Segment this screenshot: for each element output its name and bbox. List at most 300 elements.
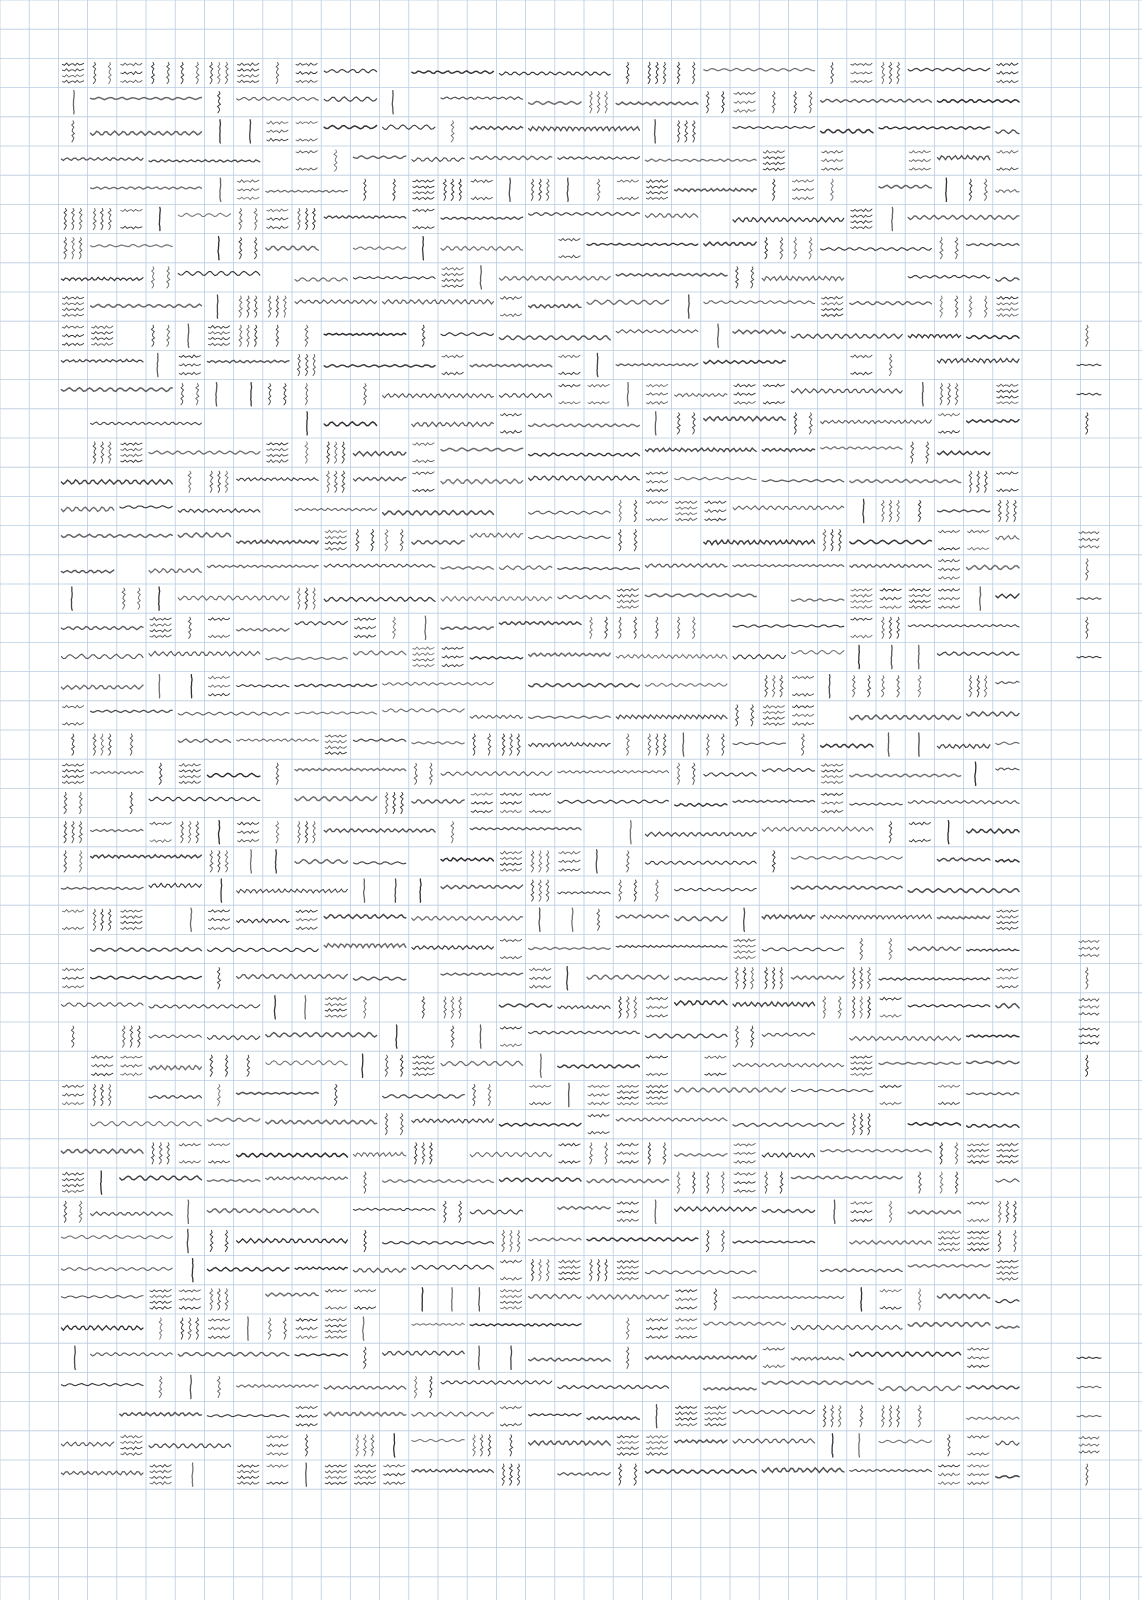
vertical-squiggle-mark [334,442,337,463]
wavy-stack-mark [296,1336,317,1339]
wavy-stack-mark [851,1067,872,1070]
wavy-stack-mark [851,80,872,82]
wavy-stack-mark [588,1094,609,1097]
horizontal-line-mark [675,888,757,891]
wavy-stack-mark [500,297,521,300]
wavy-stack-mark [208,927,229,930]
wavy-stack-mark [646,393,667,396]
wavy-stack-mark [559,1266,580,1269]
vertical-stroke-mark [307,412,308,435]
wavy-stack-mark [296,80,317,83]
wavy-stack-mark [62,764,83,766]
wavy-stack-mark [325,547,346,550]
vertical-squiggle-mark [297,354,300,375]
vertical-squiggle-mark [517,734,520,755]
horizontal-line-mark [996,278,1019,282]
vertical-squiggle-mark [364,1172,367,1193]
vertical-squiggle-mark [685,121,688,142]
vertical-squiggle-mark [152,1143,155,1164]
vertical-squiggle-mark [539,179,542,200]
wavy-stack-mark [530,1102,551,1105]
wavy-stack-mark [938,1465,959,1467]
wavy-stack-mark [909,159,930,161]
wavy-stack-mark [179,355,200,358]
vertical-squiggle-mark [955,238,958,259]
vertical-squiggle-mark [1013,1201,1016,1222]
wavy-stack-mark [325,735,346,737]
wavy-stack-mark [325,1336,346,1338]
wavy-stack-mark [968,1465,989,1468]
wavy-stack-mark [267,138,288,141]
vertical-squiggle-mark [473,1084,476,1105]
vertical-squiggle-mark [546,179,549,200]
horizontal-line-mark [324,333,406,335]
vertical-squiggle-mark [64,851,67,872]
wavy-stack-mark [179,1298,200,1301]
wavy-stack-mark [121,448,142,451]
wavy-stack-mark [62,781,83,784]
vertical-stroke-mark [744,908,745,931]
vertical-squiggle-mark [619,997,622,1018]
wavy-stack-mark [880,1085,901,1088]
wavy-stack-mark [646,1441,667,1444]
vertical-squiggle-mark [473,1435,476,1456]
vertical-stroke-mark [948,821,949,844]
wavy-stack-mark [471,793,492,796]
vertical-squiggle-mark [634,880,637,901]
wavy-stack-mark [968,1150,989,1152]
wavy-stack-mark [822,159,843,162]
vertical-squiggle-mark [239,296,242,317]
vertical-squiggle-mark [626,851,629,872]
wavy-stack-mark [997,910,1018,912]
vertical-squiggle-mark [677,62,680,83]
vertical-squiggle-mark [918,500,921,521]
margin-wavy-stack-mark [1079,1042,1099,1045]
vertical-stroke-mark [425,616,426,639]
wavy-stack-mark [646,401,667,404]
wavy-stack-mark [646,180,667,183]
vertical-squiggle-mark [443,179,446,200]
vertical-squiggle-mark [736,1026,739,1047]
wavy-stack-mark [500,431,521,434]
wavy-stack-mark [676,501,697,503]
wavy-stack-mark [792,714,813,717]
vertical-squiggle-mark [400,1114,403,1135]
vertical-squiggle-mark [414,1376,417,1397]
margin-wavy-stack-mark [1079,947,1099,950]
wavy-stack-mark [413,664,434,667]
wavy-stack-mark [413,226,434,229]
vertical-squiggle-mark [743,968,746,989]
vertical-squiggle-mark [605,92,608,113]
wavy-stack-mark [208,1319,229,1321]
wavy-stack-mark [588,1085,609,1088]
vertical-squiggle-mark [634,500,637,521]
wavy-stack-mark [676,513,697,516]
wavy-stack-mark [179,364,200,366]
wavy-stack-mark [646,1056,667,1059]
wavy-stack-mark [851,355,872,358]
horizontal-line-mark [412,71,494,74]
wavy-stack-mark [676,1327,697,1330]
vertical-squiggle-mark [108,62,111,83]
horizontal-line-mark [675,1207,757,1212]
horizontal-line-mark [353,1208,435,1210]
wavy-stack-mark [997,472,1018,475]
vertical-squiggle-mark [108,734,111,755]
wavy-stack-mark [530,985,551,988]
wavy-stack-mark [179,770,200,773]
wavy-stack-mark [208,343,229,346]
vertical-squiggle-mark [225,62,228,83]
wavy-stack-mark [792,180,813,182]
wavy-stack-mark [851,63,872,65]
vertical-squiggle-mark [881,62,884,83]
vertical-squiggle-mark [385,530,388,551]
wavy-stack-mark [179,1290,200,1292]
wavy-stack-mark [968,1144,989,1146]
wavy-stack-mark [851,618,872,620]
vertical-stroke-mark [480,266,481,289]
wavy-stack-mark [588,1131,609,1134]
vertical-squiggle-mark [626,1347,628,1368]
wavy-stack-mark [325,998,346,1001]
horizontal-line-mark [908,1005,990,1008]
wavy-stack-mark [734,393,755,396]
vertical-squiggle-mark [831,1406,834,1427]
vertical-stroke-mark [420,879,421,902]
wavy-stack-mark [413,209,434,212]
horizontal-line-mark [558,157,640,160]
vertical-squiggle-mark [400,792,403,813]
wavy-stack-mark [150,1295,171,1298]
horizontal-line-mark [412,1265,494,1269]
vertical-squiggle-mark [918,676,921,697]
wavy-stack-mark [997,1155,1018,1158]
vertical-squiggle-mark [79,851,82,872]
wavy-stack-mark [296,121,317,123]
wavy-stack-mark [354,1476,375,1479]
wavy-stack-mark [763,723,784,726]
vertical-squiggle-mark [882,676,885,697]
wavy-stack-mark [238,1470,259,1473]
horizontal-line-mark [558,568,640,570]
vertical-squiggle-mark [940,1172,943,1193]
vertical-stroke-mark [509,178,510,201]
wavy-stack-mark [997,1278,1018,1281]
vertical-squiggle-mark [225,471,228,492]
vertical-squiggle-mark [998,1201,1001,1222]
horizontal-line-mark [587,300,669,304]
wavy-stack-mark [968,1237,989,1239]
wavy-stack-mark [880,997,901,1000]
vertical-squiggle-mark [451,997,454,1018]
wavy-stack-mark [354,1306,375,1309]
vertical-squiggle-mark [393,179,396,200]
wavy-stack-mark [646,197,667,199]
wavy-stack-mark [92,326,113,329]
vertical-squiggle-mark [897,500,900,521]
vertical-squiggle-mark [451,121,454,142]
horizontal-line-mark [441,448,523,451]
vertical-squiggle-mark [619,880,622,901]
wavy-stack-mark [822,793,843,795]
wavy-stack-mark [617,1202,638,1205]
vertical-squiggle-mark [430,1376,433,1397]
vertical-squiggle-mark [852,676,855,697]
horizontal-line-mark [499,621,581,625]
vertical-squiggle-mark [589,1260,592,1281]
vertical-squiggle-mark [254,238,257,259]
horizontal-line-mark [237,540,319,544]
vertical-squiggle-mark [823,1406,826,1427]
wavy-stack-mark [851,600,872,602]
wavy-stack-mark [208,1144,229,1146]
horizontal-line-mark [733,800,815,803]
vertical-squiggle-mark [735,968,738,989]
wavy-stack-mark [880,1102,901,1105]
wavy-stack-mark [617,1097,638,1100]
vertical-stroke-mark [250,120,251,143]
wavy-stack-mark [997,168,1018,171]
horizontal-line-mark [61,157,143,160]
vertical-squiggle-mark [867,968,870,989]
wavy-stack-mark [208,635,229,638]
wavy-stack-mark [588,402,609,404]
wavy-stack-mark [617,1085,638,1087]
vertical-squiggle-mark [130,1026,133,1047]
wavy-stack-mark [617,600,638,603]
wavy-stack-mark [705,501,726,504]
wavy-stack-mark [880,1306,901,1309]
wavy-stack-mark [150,1290,171,1292]
vertical-squiggle-mark [196,384,199,405]
vertical-squiggle-mark [860,938,863,959]
wavy-stack-mark [296,139,317,142]
horizontal-line-mark [91,245,173,248]
horizontal-line-mark [645,564,727,568]
wavy-stack-mark [646,519,667,522]
wavy-stack-mark [705,1073,726,1076]
vertical-squiggle-mark [188,1318,191,1339]
vertical-squiggle-mark [239,208,242,229]
vertical-squiggle-mark [364,1435,367,1456]
horizontal-line-mark [529,716,611,718]
wavy-stack-mark [413,1067,434,1070]
horizontal-line-mark [996,1476,1019,1478]
horizontal-line-mark [850,540,932,544]
horizontal-line-mark [645,1034,727,1038]
horizontal-line-mark [178,271,260,275]
horizontal-line-mark [412,946,494,950]
wavy-stack-mark [851,1219,872,1222]
vertical-stroke-mark [479,1346,480,1369]
wavy-stack-mark [92,332,113,335]
horizontal-line-mark [733,1002,815,1007]
wavy-stack-mark [413,647,434,650]
vertical-squiggle-mark [385,1114,388,1135]
wavy-stack-mark [238,1476,259,1479]
wavy-stack-mark [267,130,288,133]
wavy-stack-mark [646,1085,667,1088]
horizontal-line-mark [616,364,698,367]
wavy-stack-mark [150,822,171,825]
wavy-stack-mark [851,372,872,375]
horizontal-line-mark [266,1177,348,1180]
wavy-stack-mark [121,927,142,930]
vertical-squiggle-mark [897,1406,900,1427]
horizontal-line-mark [762,1468,844,1473]
vertical-stroke-mark [217,295,218,318]
vertical-stroke-mark [220,120,221,143]
wavy-stack-mark [997,402,1018,404]
wavy-stack-mark [880,1015,901,1018]
horizontal-line-mark [704,1322,786,1325]
wavy-stack-mark [734,950,755,953]
vertical-squiggle-mark [305,325,308,346]
horizontal-line-mark [383,709,465,712]
wavy-stack-mark [208,685,229,688]
vertical-stroke-mark [922,383,923,406]
vertical-squiggle-mark [955,384,958,405]
horizontal-line-mark [675,189,757,192]
vertical-squiggle-mark [79,822,82,843]
wavy-stack-mark [734,92,755,94]
wavy-stack-mark [734,1172,755,1175]
wavy-stack-mark [471,197,492,200]
vertical-squiggle-mark [634,1464,637,1485]
vertical-squiggle-mark [181,384,184,405]
wavy-stack-mark [121,454,142,457]
vertical-stroke-mark [216,383,217,406]
vertical-squiggle-mark [889,62,892,83]
vertical-squiggle-mark [546,851,549,872]
vertical-squiggle-mark [305,442,308,463]
vertical-squiggle-mark [692,121,695,142]
vertical-stroke-mark [861,1288,862,1311]
wavy-stack-mark [62,1085,83,1088]
margin-wavy-stack-mark [1079,545,1099,548]
wavy-stack-mark [851,1073,872,1076]
vertical-squiggle-mark [868,1114,871,1135]
wavy-stack-mark [179,1144,200,1147]
wavy-stack-mark [617,606,638,609]
wavy-stack-mark [238,839,259,842]
vertical-squiggle-mark [868,997,871,1018]
wavy-stack-mark [938,1248,959,1251]
vertical-squiggle-mark [414,1143,417,1164]
vertical-squiggle-mark [605,617,608,638]
wavy-stack-mark [384,1465,405,1468]
vertical-squiggle-mark [663,1143,666,1164]
vertical-stroke-mark [159,207,160,230]
wavy-stack-mark [705,509,726,512]
wavy-stack-mark [121,443,142,446]
wavy-stack-mark [646,1336,667,1339]
vertical-squiggle-mark [794,92,797,113]
vertical-stroke-mark [859,1434,860,1457]
vertical-stroke-mark [539,908,540,931]
wavy-stack-mark [500,793,521,796]
wavy-stack-mark [997,314,1018,317]
wavy-stack-mark [734,945,755,947]
wavy-stack-mark [763,168,784,171]
wavy-stack-mark [354,635,375,638]
wavy-stack-mark [880,606,901,609]
horizontal-line-mark [61,685,143,689]
vertical-squiggle-mark [313,208,316,229]
wavy-stack-mark [617,1091,638,1094]
wavy-stack-mark [325,1009,346,1012]
wavy-stack-mark [62,1172,83,1175]
vertical-stroke-mark [187,1229,188,1252]
wavy-stack-mark [646,480,667,483]
wavy-stack-mark [997,921,1018,923]
vertical-squiggle-mark [977,471,980,492]
wavy-stack-mark [822,781,843,784]
horizontal-line-mark [558,1065,640,1069]
vertical-squiggle-mark [517,1464,519,1485]
vertical-squiggle-mark [751,267,754,288]
wavy-stack-mark [296,72,317,75]
vertical-squiggle-mark [130,734,133,755]
horizontal-line-mark [937,100,1019,103]
horizontal-line-mark [499,1178,581,1182]
wavy-stack-mark [763,384,784,387]
wavy-stack-mark [968,1202,989,1204]
wavy-stack-mark [62,63,83,66]
wavy-stack-mark [617,1266,638,1269]
vertical-squiggle-mark [101,734,104,755]
wavy-stack-mark [413,186,434,188]
horizontal-line-mark [850,564,932,568]
wavy-stack-mark [938,577,959,580]
wavy-stack-mark [62,1190,83,1193]
wavy-stack-mark [646,501,667,504]
vertical-squiggle-mark [634,997,637,1018]
wavy-stack-mark [121,72,142,75]
vertical-squiggle-mark [151,62,154,83]
wavy-stack-mark [997,977,1018,979]
vertical-stroke-mark [567,967,568,990]
vertical-squiggle-mark [108,909,111,930]
vertical-squiggle-mark [444,997,447,1018]
horizontal-line-mark [441,479,523,484]
horizontal-line-mark [529,1358,611,1361]
vertical-stroke-mark [569,1083,570,1106]
wavy-stack-mark [763,705,784,708]
vertical-squiggle-mark [838,1406,841,1427]
wavy-stack-mark [500,1289,521,1292]
vertical-squiggle-mark [597,1260,600,1281]
horizontal-line-mark [850,1241,932,1245]
wavy-stack-mark [208,1327,229,1330]
wavy-stack-mark [121,209,142,211]
vertical-squiggle-mark [969,471,972,492]
margin-wavy-stack-mark [1079,1013,1099,1016]
vertical-squiggle-mark [656,62,659,83]
wavy-stack-mark [559,384,580,387]
wavy-stack-mark [968,1436,989,1439]
vertical-squiggle-mark [210,1230,213,1251]
wavy-stack-mark [413,443,434,446]
vertical-squiggle-mark [539,1260,542,1281]
wavy-stack-mark [325,752,346,755]
wavy-stack-mark [617,1261,638,1264]
vertical-stroke-mark [188,324,189,347]
wavy-stack-mark [617,197,638,200]
